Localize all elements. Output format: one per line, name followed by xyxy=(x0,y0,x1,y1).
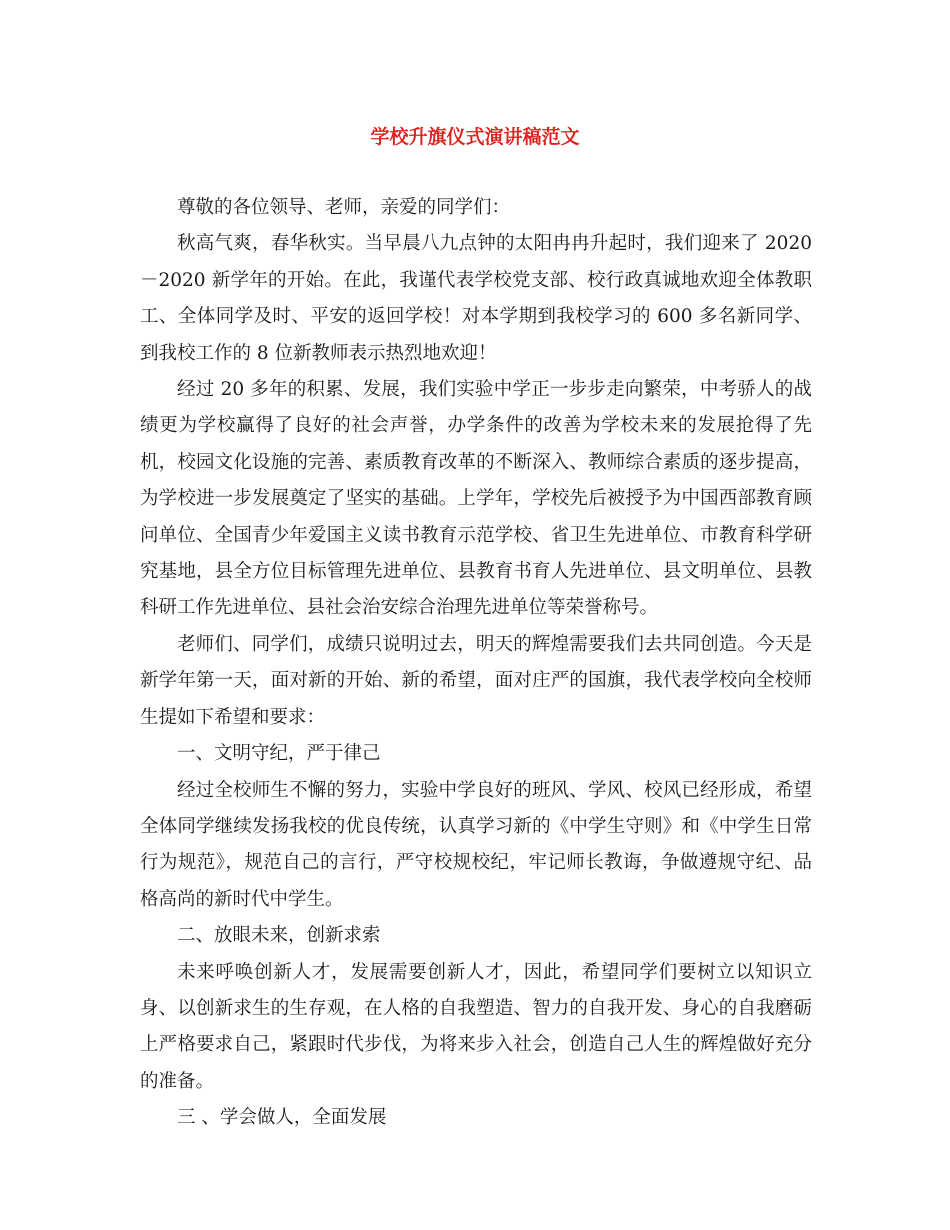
body-paragraph: 经过 20 多年的积累、发展，我们实验中学正一步步走向繁荣，中考骄人的战绩更为学校赢得了良好的社会声誉，办学条件的改善为学校未来的发展抢得了先机，校园文化设施的完善、素质教育改革的不断深入、教师综合素质的逐步提高，为学校进一步发展奠定了坚实的基础。上学年，学校先后被授予为中国西部教育顾问单位、全国青少年爱国主义读书教育示范学校、省卫生先进单位、市教育科学研究基地，县全方位目标管理先进单位、县教育书育人先进单位、县文明单位、县教科研工作先进单位、县社会治安综合治理先进单位等荣誉称号。 xyxy=(140,379,812,619)
body-paragraph: 未来呼唤创新人才，发展需要创新人才，因此，希望同学们要树立以知识立身、以创新求生的生存观，在人格的自我塑造、智力的自我开发、身心的自我磨砺上严格要求自己，紧跟时代步伐，为将来步入社会，创造自己人生的辉煌做好充分的准备。 xyxy=(140,961,812,1092)
section-heading: 二、放眼未来，创新求索 xyxy=(177,925,381,947)
document-title: 学校升旗仪式演讲稿范文 xyxy=(370,126,580,148)
salutation-paragraph: 尊敬的各位领导、老师，亲爱的同学们： xyxy=(177,197,511,218)
section-heading: 三 、学会做人，全面发展 xyxy=(177,1107,387,1129)
body-paragraph: 秋高气爽，春华秋实。当早晨八九点钟的太阳冉冉升起时，我们迎来了 2020－2020 新学年的开始。在此，我谨代表学校党支部、校行政真诚地欢迎全体教职工、全体同学及时、平安的返回学校！对本学期到我校学习的 600 多名新同学、到我校工作的 8 位新教师表示热烈地欢迎！ xyxy=(140,233,812,364)
document-body xyxy=(140,190,812,1137)
body-paragraph: 老师们、同学们，成绩只说明过去，明天的辉煌需要我们去共同创造。今天是新学年第一天，面对新的开始、新的希望，面对庄严的国旗，我代表学校向全校师生提如下希望和要求： xyxy=(140,633,812,728)
section-heading: 一、文明守纪，严于律己 xyxy=(177,743,381,765)
body-paragraph: 经过全校师生不懈的努力，实验中学良好的班风、学风、校风已经形成，希望全体同学继续发扬我校的优良传统，认真学习新的《中学生守则》和《中学生日常行为规范》，规范自己的言行，严守校规校纪，牢记师长教诲，争做遵规守纪、品格高尚的新时代中学生。 xyxy=(140,779,812,910)
